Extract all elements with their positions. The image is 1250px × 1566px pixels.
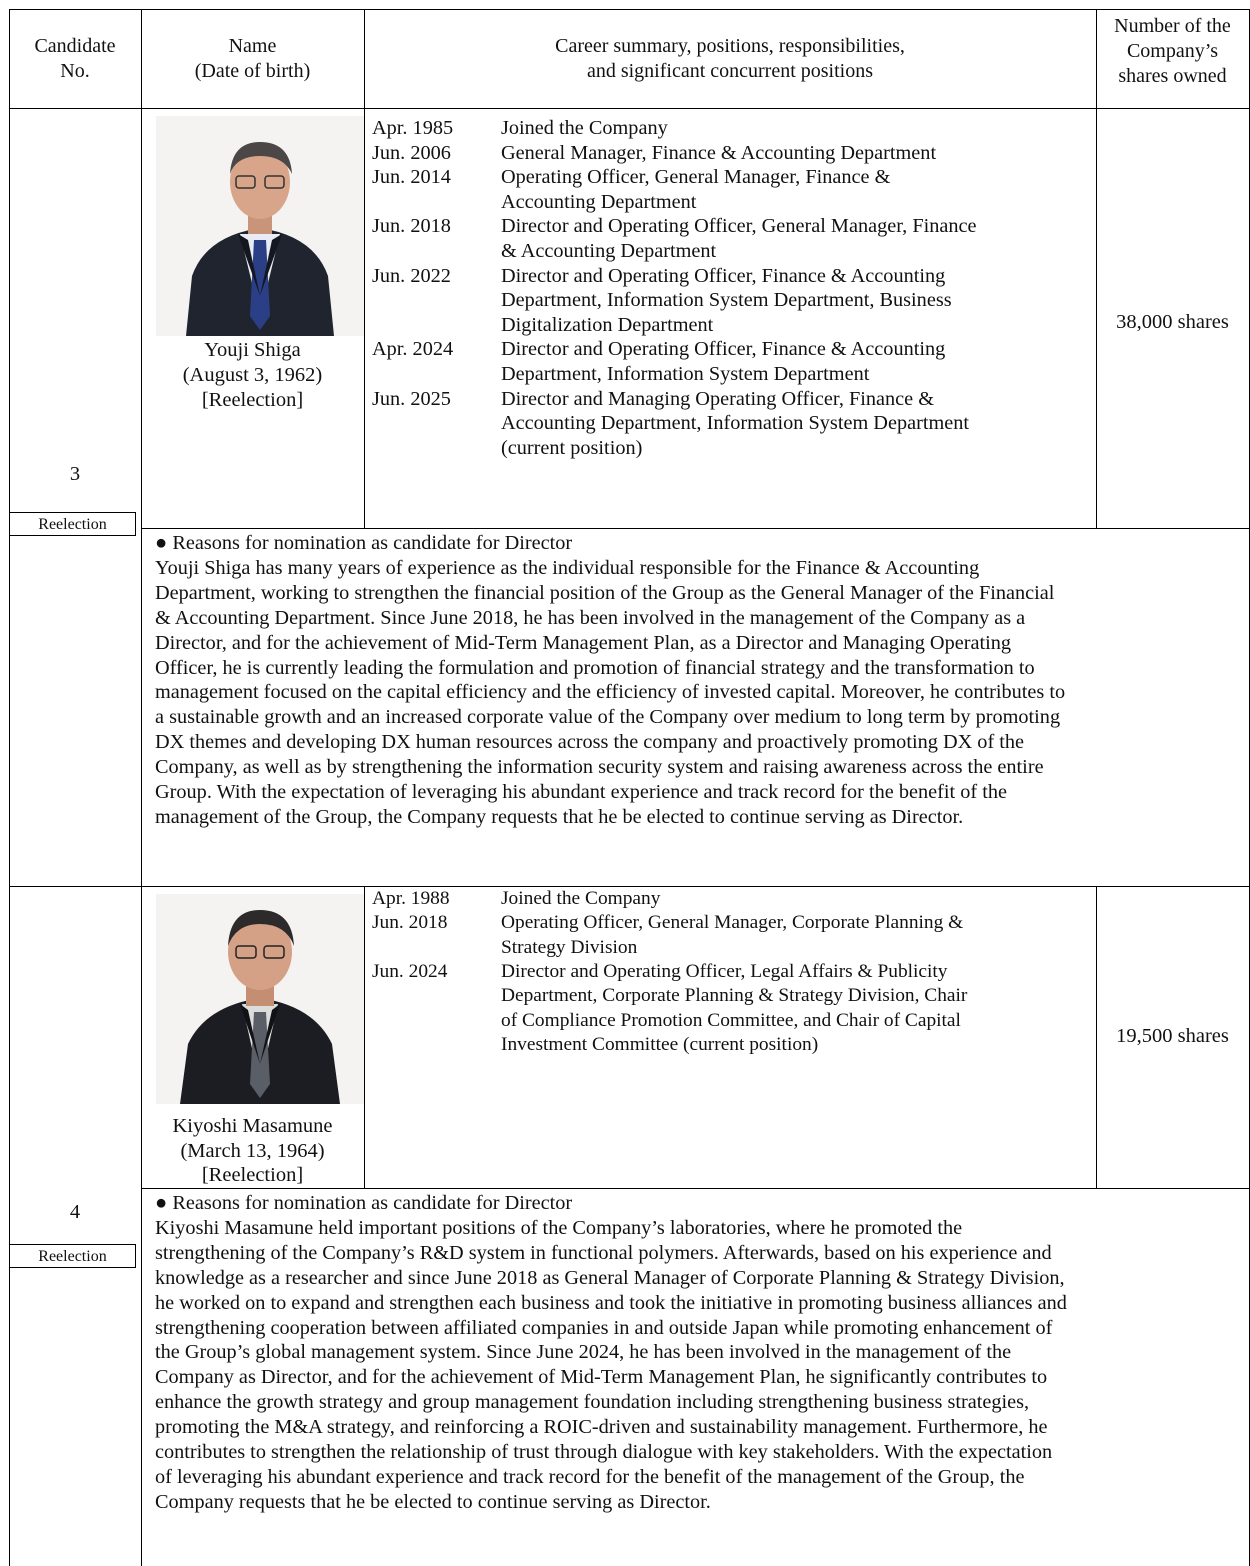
career-date: Apr. 1985 [372,117,454,139]
reasons-line: he worked on to expand and strengthen each business and took the initiative in promoting business alliances and [155,1291,1067,1314]
shares-owned: 19,500 shares [1116,1025,1229,1047]
table-left-border [9,9,10,1566]
header-career [364,34,1096,84]
reasons-line: enhance the growth strategy and group management foundation including strengthening business strategies, [155,1391,1030,1414]
candidate-photo [156,116,364,336]
reasons-body [155,1216,1245,1515]
candidate-dob: (August 3, 1962) [182,364,323,386]
career-description-line: Joined the Company [501,117,668,139]
reasons-line: management of the Group, the Company requests that he be elected to continue serving as Director. [155,805,964,828]
reasons-line: Department, working to strengthen the financial position of the Group as the General Manager of the Financial [155,581,1055,604]
career-date: Jun. 2014 [372,166,451,189]
career-description-line: General Manager, Finance & Accounting Department [501,141,937,164]
header-candidate-no [9,34,141,84]
career-description-line: & Accounting Department [501,240,717,262]
career-description-line: (current position) [501,436,643,459]
reelection-badge: Reelection [9,512,136,536]
career-date: Jun. 2024 [372,960,448,982]
reasons-line: of leveraging his abundant experience and track record for the benefit of the management of the Group, the [155,1465,1025,1488]
candidate-photo [156,894,364,1104]
career-description-line: Department, Information System Department, Business [501,289,952,312]
career-description-line: Operating Officer, General Manager, Corporate Planning & [501,912,964,934]
reasons-line: Group. With the expectation of leveraging his abundant experience and track record for the benefit of the [155,781,1007,804]
nomination-reasons [155,1191,1245,1515]
reasons-line: a sustainable growth and an increased corporate value of the Company over medium to long term by promoting [155,706,1061,729]
career-date: Jun. 2022 [372,264,451,287]
c4-col2-border [364,886,365,1189]
c3-bottom-border [9,886,1250,887]
reasons-title: ● Reasons for nomination as candidate for Director [155,532,573,554]
header-text: Name [228,35,277,57]
header-text: shares owned [1118,65,1227,87]
reasons-line: DX themes and developing DX human resources across the company and proactively promoting DX of the [155,731,1025,754]
career-description-line: Director and Operating Officer, Finance & Accounting [501,338,946,361]
reasons-title: ● Reasons for nomination as candidate for Director [155,1192,573,1214]
header-text: (Date of birth) [194,60,311,82]
reasons-body [155,556,1245,830]
header-text: No. [60,60,90,82]
portrait-image [156,894,364,1104]
career-description-line: Director and Operating Officer, General Manager, Finance [501,215,977,238]
reasons-line: the Group’s global management system. Since June 2024, he has been involved in the management of the [155,1341,1012,1364]
header-name [141,34,364,84]
portrait-image [156,116,364,336]
candidate-dob: (March 13, 1964) [180,1140,325,1162]
career-description-line: Accounting Department [501,190,697,213]
career-description-line: Digitalization Department [501,313,714,336]
career-description-line: Director and Operating Officer, Legal Affairs & Publicity [501,960,948,982]
candidate-name: Youji Shiga [204,339,301,361]
reasons-line: Company as Director, and for the achievement of Mid-Term Management Plan, he significantly contributes to [155,1366,1048,1389]
table-top-border [9,9,1250,10]
candidate-number: 4 [69,1201,81,1223]
reasons-line: Company requests that he be elected to continue serving as Director. [155,1490,711,1513]
candidate-number: 3 [69,463,81,485]
career-description-line: Director and Managing Operating Officer, Finance & [501,387,935,410]
career-description-line: Director and Operating Officer, Finance & Accounting [501,264,946,287]
c4-career-bottom-border [141,1188,1250,1189]
career-description-line: Joined the Company [501,888,661,909]
career-date: Apr. 1988 [372,888,450,909]
header-bottom-border [9,108,1250,109]
reelection-badge: Reelection [9,1244,136,1268]
header-text: Number of the [1114,15,1231,37]
reasons-line: Company, as well as by strengthening the information security system and raising awareness across the entire [155,756,1044,779]
career-description-line: Operating Officer, General Manager, Finance & [501,166,891,189]
candidate-status: [Reelection] [201,389,304,411]
candidate-status: [Reelection] [201,1164,304,1186]
c3-career-bottom-border [141,528,1250,529]
career-description-line: Strategy Division [501,936,638,958]
career-date: Jun. 2025 [372,387,451,410]
reasons-line: promoting the M&A strategy, and reinforcing a ROIC-driven and sustainability management. Furthermore, he [155,1416,1048,1439]
career-description-line: Department, Information System Department [501,363,870,385]
nomination-reasons [155,531,1245,830]
candidate-name: Kiyoshi Masamune [172,1115,333,1137]
header-text: Career summary, positions, responsibilities, [555,35,905,57]
career-date: Jun. 2018 [372,912,448,934]
career-description-line: of Compliance Promotion Committee, and Chair of Capital [501,1009,961,1031]
header-shares [1096,14,1249,89]
reasons-line: Youji Shiga has many years of experience as the individual responsible for the Finance & Accounting [155,556,980,579]
career-date: Jun. 2006 [372,141,451,164]
career-description-line: Investment Committee (current position) [501,1033,819,1055]
reasons-line: & Accounting Department. Since June 2018, he has been involved in the management of the Company as a [155,606,1026,629]
reasons-line: strengthening of the Company’s R&D system in functional polymers. Afterwards, based on his experience and [155,1241,1052,1264]
reasons-line: management focused on the capital efficiency and the efficiency of invested capital. Moreover, he contributes to [155,681,1066,704]
reasons-line: Officer, he is currently leading the formulation and promotion of financial strategy and the transformation to [155,656,1035,679]
reasons-line: Kiyoshi Masamune held important positions of the Company’s laboratories, where he promoted the [155,1216,963,1239]
header-text: and significant concurrent positions [586,60,874,82]
career-description-line: Department, Corporate Planning & Strategy Division, Chair [501,985,968,1007]
header-text: Candidate [34,35,116,57]
header-text: Company’s [1126,40,1219,62]
c3-col2-border [364,108,365,529]
career-description-line: Accounting Department, Information System Department [501,412,970,435]
reasons-line: knowledge as a researcher and since June 2018 as General Manager of Corporate Planning & Strategy Division, [155,1266,1065,1289]
career-date: Jun. 2018 [372,215,451,238]
reasons-line: strengthening cooperation between affiliated companies in and outside Japan while promoting enhancement of [155,1316,1053,1339]
shares-owned: 38,000 shares [1116,311,1229,333]
career-date: Apr. 2024 [372,338,454,361]
reasons-line: contributes to strengthen the relationship of trust through dialogue with key stakeholders. With the expectation [155,1441,1053,1464]
reasons-line: Director, and for the achievement of Mid-Term Management Plan, as a Director and Managing Operating [155,631,1012,654]
col1-right-border [141,9,142,1566]
